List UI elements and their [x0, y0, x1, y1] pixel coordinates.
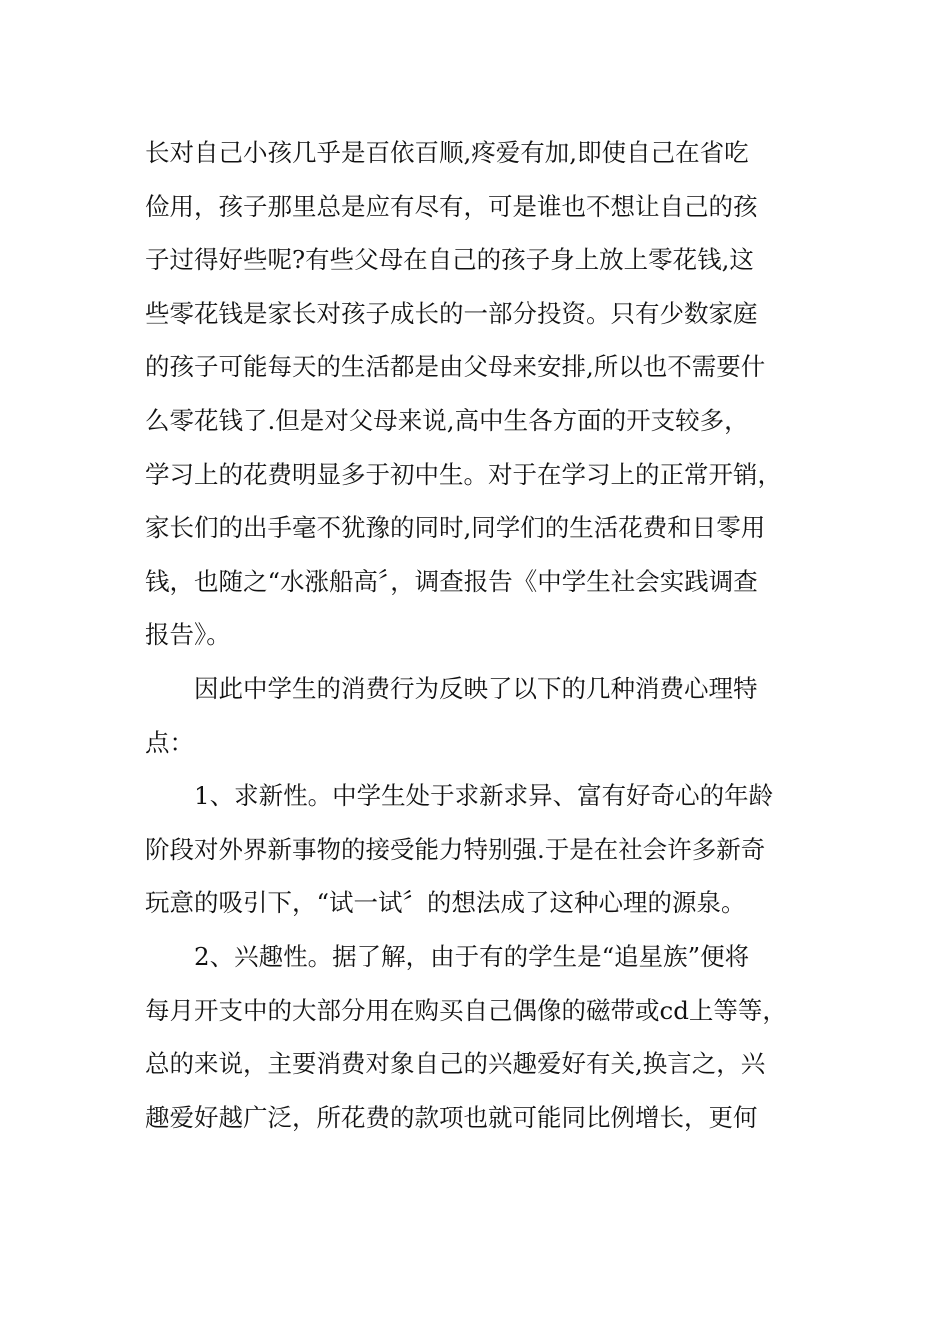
- text-line: 钱，也随之“水涨船高〞，调查报告《中学生社会实践调查: [145, 566, 758, 596]
- text-line: 总的来说，主要消费对象自己的兴趣爱好有关,换言之，兴: [145, 1049, 766, 1079]
- text-line: 长对自己小孩几乎是百依百顺,疼爱有加,即使自己在省吃: [145, 138, 749, 167]
- paragraph-start-line: 1、求新性。中学生处于求新求异、富有好奇心的年龄: [194, 781, 774, 811]
- text-line: 趣爱好越广泛，所花费的款项也就可能同比例增长，更何: [145, 1102, 758, 1132]
- text-line: 家长们的出手毫不犹豫的同时,同学们的生活花费和日零用: [145, 513, 766, 543]
- text-line: 俭用，孩子那里总是应有尽有，可是谁也不想让自己的孩: [145, 191, 758, 221]
- text-line: 阶段对外界新事物的接受能力特别强.于是在社会许多新奇: [145, 834, 766, 864]
- paragraph-start-line: 2、兴趣性。据了解，由于有的学生是“追星族”便将: [194, 941, 750, 971]
- text-line: 玩意的吸引下，“试一试〞的想法成了这种心理的源泉。: [145, 888, 746, 918]
- text-line: 子过得好些呢?有些父母在自己的孩子身上放上零花钱,这: [145, 245, 754, 275]
- text-line: 么零花钱了.但是对父母来说,高中生各方面的开支较多，: [145, 405, 749, 435]
- paragraph-start-line: 因此中学生的消费行为反映了以下的几种消费心理特: [194, 673, 758, 703]
- text-line: 学习上的花费明显多于初中生。对于在学习上的正常开销，: [145, 459, 782, 489]
- text-line: 些零花钱是家长对孩子成长的一部分投资。只有少数家庭: [145, 298, 758, 328]
- body-text: [145, 126, 815, 1144]
- text-line: 每月开支中的大部分用在购买自己偶像的磁带或cd上等等，: [145, 995, 787, 1025]
- text-line: 点：: [145, 727, 194, 757]
- text-line: 的孩子可能每天的生活都是由父母来安排,所以也不需要什: [145, 352, 766, 382]
- text-line: 报告》。: [145, 620, 231, 650]
